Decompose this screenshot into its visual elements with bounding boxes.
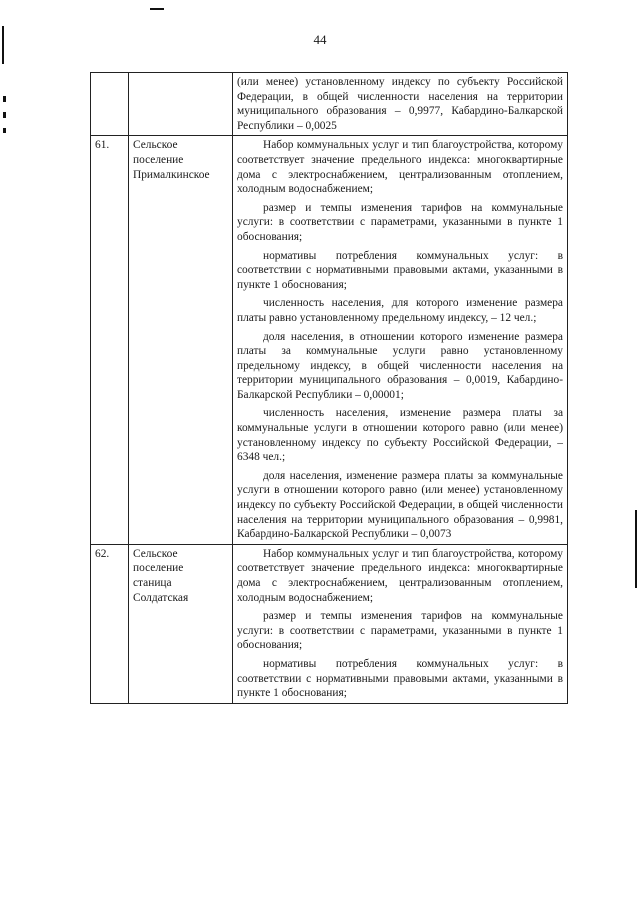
municipality-name-line: поселение [133,562,184,575]
description-paragraph: численность населения, для которого изменение размера платы равно установленному предельному индексу, – 12 чел.; [237,297,563,324]
scan-mark-left-bar [2,26,4,64]
table-row [91,73,568,136]
scan-mark-left-dot-2 [3,112,6,118]
row-number-cell: 62. [91,544,129,703]
municipality-name-cell [129,544,233,703]
description-paragraph: (или менее) установленному индексу по субъекту Российской Федерации, в общей численности населения на территории муниципального образования – 0,9977, Кабардино-Балкарской Республики – 0,0025 [237,76,563,132]
table-row [91,544,568,703]
municipality-name-line: Сельское [133,547,178,560]
scan-mark-left-dot-1 [3,96,6,102]
scan-mark-right-bar [635,510,637,588]
page-number: 44 [313,32,327,47]
municipality-name-cell [129,73,233,136]
description-paragraph: численность населения, изменение размера платы за коммунальные услуги в отношении которого равно (или менее) установленному индексу по субъекту Российской Федерации, – 6348 чел.; [237,407,563,464]
municipality-name-line: Прималкинское [133,168,210,181]
municipality-name-line: Солдатская [133,591,189,604]
row-number-cell: 61. [91,136,129,544]
table-row [91,136,568,544]
municipality-name-cell [129,136,233,544]
table-body [91,73,568,704]
description-paragraph: размер и темпы изменения тарифов на коммунальные услуги: в соответствии с параметрами, указанными в пункте 1 обоснования; [237,201,563,243]
municipality-name-line: поселение [133,153,184,166]
municipality-name-line: станица [133,577,172,589]
description-paragraph: размер и темпы изменения тарифов на коммунальные услуги: в соответствии с параметрами, указанными в пункте 1 обоснования; [237,610,563,652]
description-paragraph: доля населения, в отношении которого изменение размера платы за коммунальные услуги равно установленному предельному индексу, в общей численности населения на территории муниципального образования – 0,0019, Кабардино-Балкарской Республики – 0,00001; [237,330,563,401]
description-paragraph: Набор коммунальных услуг и тип благоустройства, которому соответствует значение предельного индекса: многоквартирные дома с электроснабжением, централизованным отоплением, холодным водоснабжением; [237,139,563,196]
description-cell [233,544,568,703]
description-paragraph: нормативы потребления коммунальных услуг: в соответствии с нормативными правовыми актами, указанными в пункте 1 обоснования; [237,657,563,700]
description-cell [233,136,568,544]
row-number-cell [91,73,129,136]
description-paragraph: доля населения, изменение размера платы за коммунальные услуги в отношении которого равно (или менее) установленному индексу по субъекту Российской Федерации, в общей численности населения на территории муниципального образования – 0,9981, Кабардино-Балкарской Республики – 0,0073 [237,469,563,541]
description-paragraph: Набор коммунальных услуг и тип благоустройства, которому соответствует значение предельного индекса: многоквартирные дома с электроснабжением, централизованным отоплением, холодным водоснабжением; [237,547,563,604]
scan-mark-left-dot-3 [3,128,6,133]
scan-mark-top [150,8,164,10]
description-paragraph: нормативы потребления коммунальных услуг: в соответствии с нормативными правовыми актами, указанными в пункте 1 обоснования; [237,249,563,291]
description-cell [233,73,568,136]
municipality-name-line: Сельское [133,139,178,152]
document-table [90,72,568,704]
